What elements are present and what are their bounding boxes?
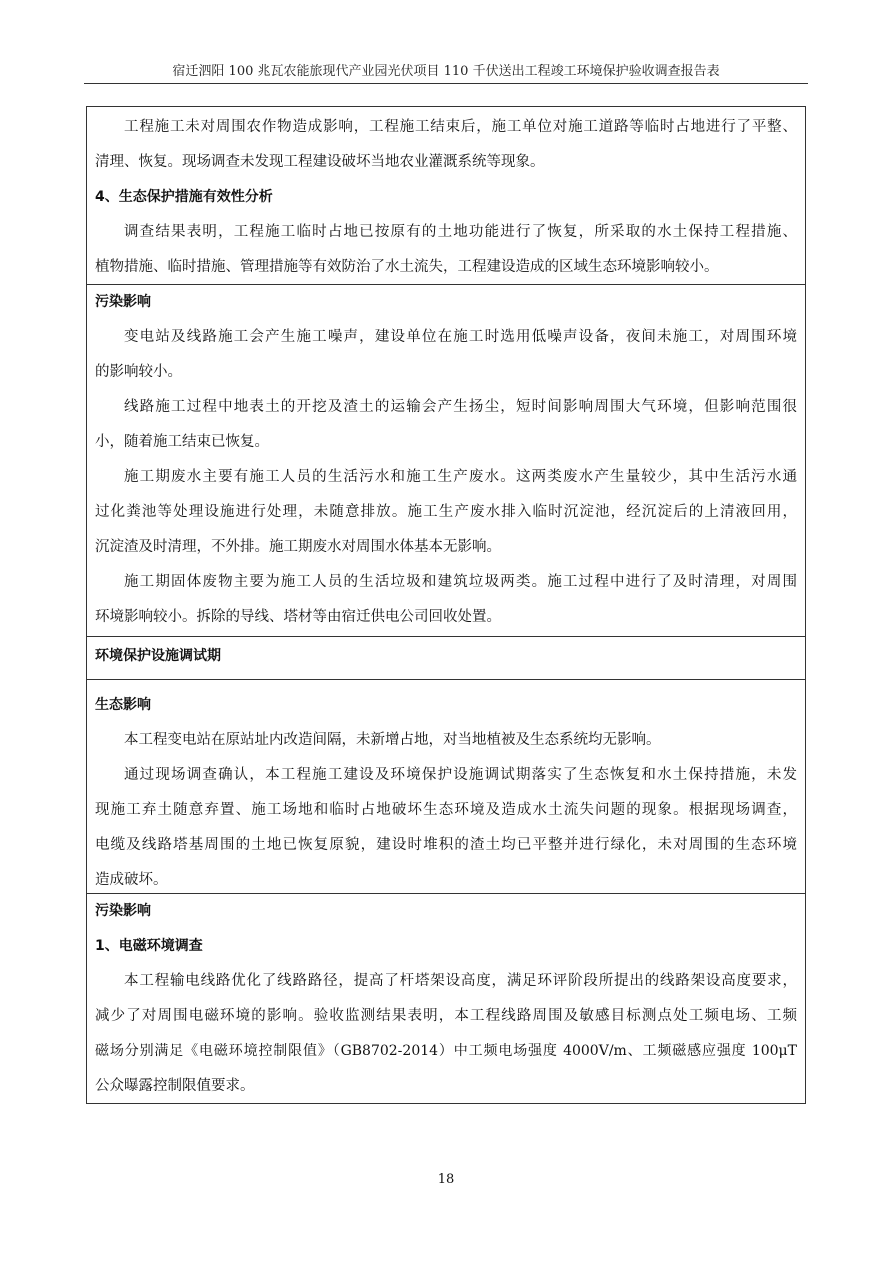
section-ecology-continued <box>87 110 805 285</box>
paragraph-line: 过化粪池等处理设施进行处理，未随意排放。施工生产废水排入临时沉淀池，经沉淀后的上清液回用， <box>95 504 797 520</box>
paragraph-line: 工程施工未对周围农作物造成影响，工程施工结束后，施工单位对施工道路等临时占地进行了平整、 <box>124 119 797 135</box>
document-header: 宿迁泗阳 100 兆瓦农能旅现代产业园光伏项目 110 千伏送出工程竣工环境保护验收调查报告表 <box>172 64 720 79</box>
section-heading: 生态影响 <box>95 697 151 713</box>
section-pollution-construction <box>87 284 805 635</box>
paragraph-line: 小，随着施工结束已恢复。 <box>95 434 269 450</box>
paragraph-line: 的影响较小。 <box>95 364 182 380</box>
paragraph-line: 施工期固体废物主要为施工人员的生活垃圾和建筑垃圾两类。施工过程中进行了及时清理，对周围 <box>124 574 797 590</box>
paragraph-line: 磁场分别满足《电磁环境控制限值》（GB8702-2014）中工频电场强度 4000V/m、工频磁感应强度 100μT <box>95 1043 797 1059</box>
paragraph-line: 本工程变电站在原站址内改造间隔，未新增占地，对当地植被及生态系统均无影响。 <box>124 732 661 748</box>
subsection-heading: 1、电磁环境调查 <box>95 938 203 954</box>
section-heading: 污染影响 <box>95 294 151 310</box>
report-table <box>86 106 806 1104</box>
section-ecology-commissioning <box>87 679 805 898</box>
paragraph-line: 施工期废水主要有施工人员的生活污水和施工生产废水。这两类废水产生量较少，其中生活污水通 <box>124 469 797 485</box>
paragraph-line: 现施工弃土随意弃置、施工场地和临时占地破坏生态环境及造成水土流失问题的现象。根据现场调查， <box>95 802 797 818</box>
section-heading: 环境保护设施调试期 <box>95 648 221 664</box>
paragraph-line: 变电站及线路施工会产生施工噪声，建设单位在施工时选用低噪声设备，夜间未施工，对周围环境 <box>124 329 797 345</box>
page-number: 18 <box>437 1172 455 1187</box>
section-heading: 4、生态保护措施有效性分析 <box>95 189 273 205</box>
paragraph-line: 公众曝露控制限值要求。 <box>95 1078 255 1094</box>
paragraph-line: 沉淀渣及时清理，不外排。施工期废水对周围水体基本无影响。 <box>95 539 501 555</box>
paragraph-line: 线路施工过程中地表土的开挖及渣土的运输会产生扬尘，短时间影响周围大气环境，但影响范围很 <box>124 399 797 415</box>
paragraph-line: 减少了对周围电磁环境的影响。验收监测结果表明，本工程线路周围及敏感目标测点处工频电场、工频 <box>95 1008 797 1024</box>
header-rule <box>84 83 808 84</box>
paragraph-line: 通过现场调查确认，本工程施工建设及环境保护设施调试期落实了生态恢复和水土保持措施，未发 <box>124 767 797 783</box>
paragraph-line: 调查结果表明，工程施工临时占地已按原有的土地功能进行了恢复，所采取的水土保持工程措施、 <box>124 224 797 240</box>
paragraph-line: 电缆及线路塔基周围的土地已恢复原貌，建设时堆积的渣土均已平整并进行绿化，未对周围的生态环境 <box>95 837 797 853</box>
paragraph-line: 环境影响较小。拆除的导线、塔材等由宿迁供电公司回收处置。 <box>95 609 501 625</box>
paragraph-line: 植物措施、临时措施、管理措施等有效防治了水土流失，工程建设造成的区域生态环境影响较小。 <box>95 259 719 275</box>
paragraph-line: 造成破坏。 <box>95 872 168 888</box>
paragraph-line: 清理、恢复。现场调查未发现工程建设破坏当地农业灌溉系统等现象。 <box>95 154 545 170</box>
paragraph-line: 本工程输电线路优化了线路路径，提高了杆塔架设高度，满足环评阶段所提出的线路架设高度要求， <box>124 973 797 989</box>
section-heading: 污染影响 <box>95 903 151 919</box>
section-pollution-electromagnetic <box>87 893 805 1104</box>
section-commissioning-period <box>87 636 805 679</box>
